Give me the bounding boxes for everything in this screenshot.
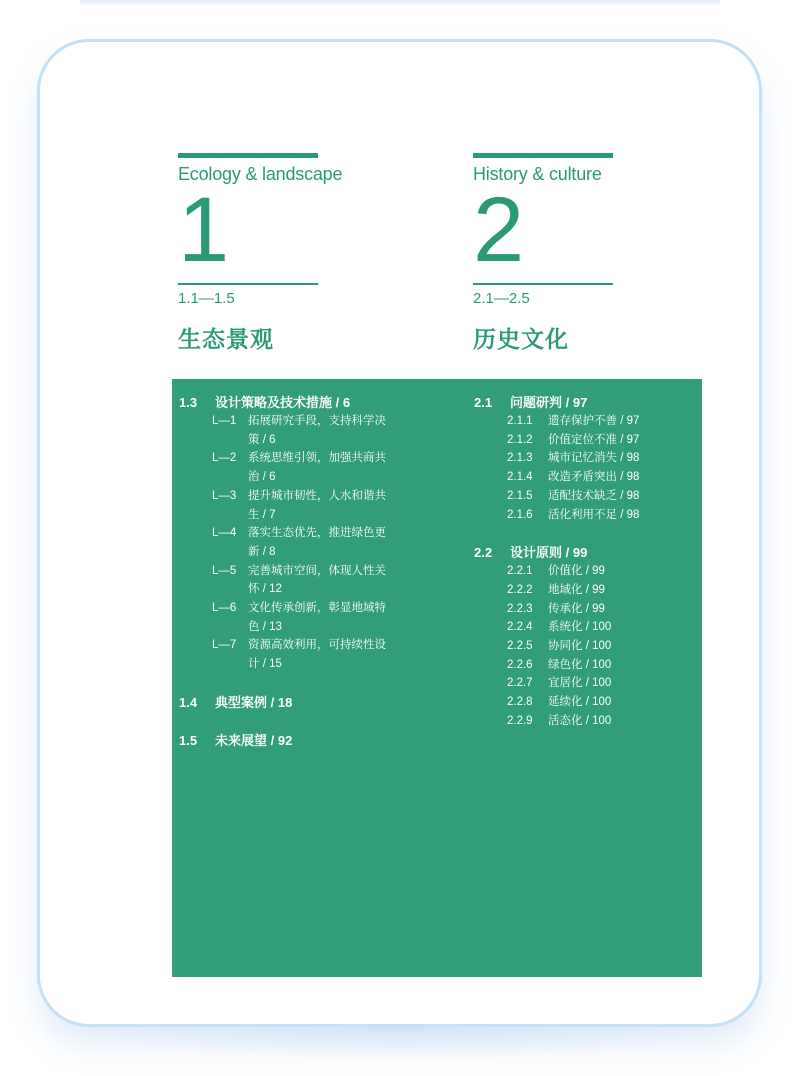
toc-item[interactable] [474,637,694,656]
toc-heading-text: 典型案例 / 18 [215,694,293,710]
toc-item-text: 价值化 / 99 [548,565,605,578]
toc-item-text: 适配技术缺乏 / 98 [548,489,640,502]
toc-item[interactable] [179,636,429,673]
toc-heading-text: 问题研判 / 97 [510,395,588,410]
toc-item[interactable] [474,487,694,506]
toc-heading[interactable] [179,732,429,750]
toc-item[interactable] [474,600,694,619]
toc-item-text: 落实生态优先，推进绿色更新 / 8 [248,527,386,558]
toc-item-number: L—1 [212,415,237,427]
toc-item[interactable] [474,431,694,450]
toc-panel [172,379,702,977]
toc-item-text: 资源高效利用，可持续性设计 / 15 [248,639,386,671]
toc-item[interactable] [474,712,694,731]
toc-item-number: 2.1.1 [507,415,533,427]
toc-item-text: 系统思维引领，加强共商共治 / 6 [248,452,386,484]
section-number: 2 [473,179,525,281]
toc-item-number: 2.2.1 [507,565,533,578]
toc-column-left [179,394,429,750]
toc-item-text: 文化传承创新，彰显地域特色 / 13 [248,602,386,633]
toc-item-number: L—6 [212,602,237,615]
toc-item-text: 宜居化 / 100 [548,677,612,690]
toc-item-text: 遗存保护不善 / 97 [548,415,640,427]
toc-item[interactable] [179,412,429,449]
section-english-title: History & culture [473,164,602,184]
toc-heading[interactable] [179,694,429,712]
toc-item-number: 2.1.4 [507,471,533,484]
toc-heading-number: 2.2 [474,545,493,561]
toc-item[interactable] [179,487,429,524]
toc-item[interactable] [474,449,694,468]
section-number: 1 [178,179,230,281]
spacer [474,524,694,544]
toc-item-number: 2.2.2 [507,583,533,596]
toc-item-text: 活化利用不足 / 98 [548,508,640,521]
section-rule [178,283,318,285]
section-header-1 [178,153,343,354]
toc-item-text: 活态化 / 100 [548,714,612,727]
toc-item[interactable] [474,581,694,600]
toc-item-text: 系统化 / 100 [548,621,612,634]
toc-item-number: 2.2.8 [507,696,533,709]
toc-heading-text: 设计原则 / 99 [510,545,588,561]
toc-item-number: L—7 [212,639,237,652]
toc-item-text: 提升城市韧性，人水和谐共生 / 7 [248,489,386,521]
section-range: 1.1—1.5 [178,290,235,307]
toc-heading-text: 设计策略及技术措施 / 6 [215,395,351,410]
toc-heading[interactable] [474,394,694,412]
toc-item-number: 2.2.4 [507,621,533,634]
toc-item-number: 2.1.6 [507,508,533,521]
toc-item-number: 2.1.2 [507,433,533,446]
toc-item[interactable] [179,524,429,561]
toc-item[interactable] [474,506,694,525]
toc-heading-number: 2.1 [474,395,493,410]
toc-item[interactable] [474,674,694,693]
toc-item-number: 2.2.5 [507,640,533,653]
toc-item[interactable] [474,656,694,675]
toc-item-text: 绿色化 / 100 [548,658,612,671]
spacer [179,712,429,732]
toc-item[interactable] [474,693,694,712]
toc-item[interactable] [474,618,694,637]
section-range: 2.1—2.5 [473,290,530,307]
toc-item[interactable] [179,599,429,636]
toc-item-number: 2.2.7 [507,677,533,690]
section-chinese-title: 历史文化 [473,326,569,352]
toc-item-text: 价值定位不准 / 97 [548,433,640,446]
toc-item-number: L—2 [212,452,237,465]
spacer [179,674,429,694]
toc-heading-number: 1.4 [179,694,198,710]
toc-item-number: L—3 [212,489,237,502]
toc-item[interactable] [179,449,429,486]
toc-item[interactable] [474,562,694,581]
toc-heading[interactable] [474,544,694,562]
toc-item-text: 完善城市空间，体现人性关怀 / 12 [248,564,386,596]
toc-item-text: 地域化 / 99 [548,583,605,596]
toc-heading-number: 1.5 [179,732,198,748]
toc-item-number: 2.2.3 [507,602,533,615]
toc-item-text: 传承化 / 99 [548,602,605,615]
section-top-bar [473,153,613,158]
toc-heading-number: 1.3 [179,395,198,410]
toc-item-number: L—5 [212,564,237,577]
section-top-bar [178,153,318,158]
section-chinese-title: 生态景观 [178,326,274,352]
toc-item[interactable] [179,562,429,599]
top-shadow-line [80,0,720,6]
toc-item[interactable] [474,468,694,487]
toc-item[interactable] [474,412,694,431]
section-header-2 [473,153,633,354]
toc-item-number: 2.2.9 [507,714,533,727]
toc-item-number: 2.2.6 [507,658,533,671]
toc-item-text: 协同化 / 100 [548,640,612,653]
section-english-title: Ecology & landscape [178,164,343,184]
toc-column-right [474,394,694,731]
section-rule [473,283,613,285]
toc-item-text: 延续化 / 100 [548,696,612,709]
toc-heading[interactable] [179,394,429,412]
toc-item-number: 2.1.3 [507,452,533,465]
toc-item-number: 2.1.5 [507,489,533,502]
toc-heading-text: 未来展望 / 92 [215,732,293,748]
toc-item-text: 改造矛盾突出 / 98 [548,471,640,484]
toc-item-number: L—4 [212,527,237,540]
toc-item-text: 城市记忆消失 / 98 [548,452,640,465]
toc-item-text: 拓展研究手段，支持科学决策 / 6 [248,415,386,446]
